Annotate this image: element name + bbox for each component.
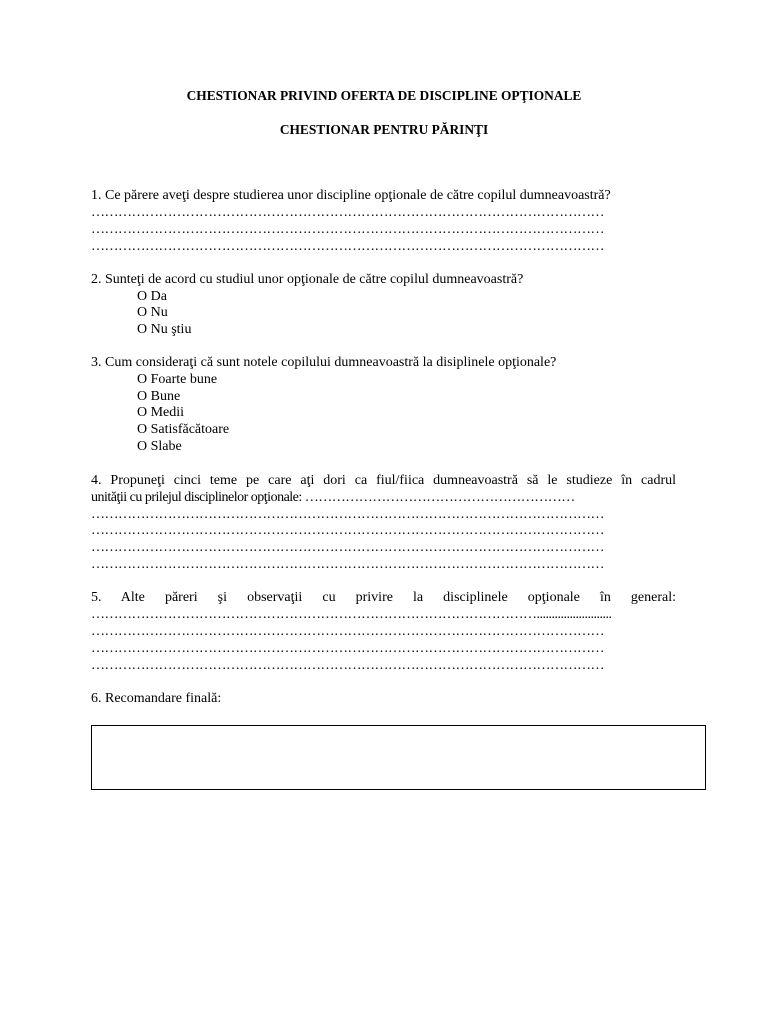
question-1-answer-line: …………………………………………………………………………………………………… bbox=[91, 222, 604, 237]
question-3-text: 3. Cum consideraţi că sunt notele copilului dumneavoastră la disiplinele opţionale? bbox=[91, 355, 557, 370]
question-4-text-continued: unităţii cu prilejul disciplinelor opţionale: …………………………………………………… bbox=[91, 490, 575, 505]
question-5-answer-line: ………………………………………………………………………………………......................... bbox=[91, 607, 612, 622]
question-2-text: 2. Sunteţi de acord cu studiul unor opţionale de către copilul dumneavoastră? bbox=[91, 272, 524, 287]
question-1-answer-line: …………………………………………………………………………………………………… bbox=[91, 205, 604, 220]
question-4-answer-line: …………………………………………………………………………………………………… bbox=[91, 557, 604, 572]
question-2-option: O Da bbox=[137, 289, 167, 304]
question-4-text: 4. Propuneţi cinci teme pe care aţi dori ca fiul/fiica dumneavoastră să le studieze în cadrul bbox=[91, 473, 676, 488]
question-5-answer-line: …………………………………………………………………………………………………… bbox=[91, 658, 604, 673]
document-subtitle: CHESTIONAR PENTRU PĂRINŢI bbox=[279, 122, 489, 137]
question-1-answer-line: …………………………………………………………………………………………………… bbox=[91, 239, 604, 254]
question-3-option: O Slabe bbox=[137, 439, 182, 454]
question-3-option: O Satisfăcătoare bbox=[137, 422, 230, 437]
question-5-answer-line: …………………………………………………………………………………………………… bbox=[91, 641, 604, 656]
question-2-option: O Nu ştiu bbox=[137, 322, 192, 337]
question-3-option: O Foarte bune bbox=[137, 372, 218, 387]
document-title: CHESTIONAR PRIVIND OFERTA DE DISCIPLINE OPŢIONALE bbox=[186, 88, 582, 103]
question-5-text: 5. Alte păreri şi observaţii cu privire la disciplinele opţionale în general: bbox=[91, 590, 676, 605]
question-4-answer-line: …………………………………………………………………………………………………… bbox=[91, 540, 604, 555]
question-3-option: O Bune bbox=[137, 389, 181, 404]
question-6-text: 6. Recomandare finală: bbox=[91, 691, 222, 706]
question-5-answer-line: …………………………………………………………………………………………………… bbox=[91, 624, 604, 639]
question-4-answer-line: …………………………………………………………………………………………………… bbox=[91, 523, 604, 538]
final-recommendation-box[interactable] bbox=[91, 725, 706, 790]
question-1-text: 1. Ce părere aveţi despre studierea unor discipline opţionale de către copilul dumneavoastră? bbox=[91, 188, 611, 203]
question-2-option: O Nu bbox=[137, 305, 168, 320]
question-3-option: O Medii bbox=[137, 405, 185, 420]
question-4-answer-line: …………………………………………………………………………………………………… bbox=[91, 507, 604, 522]
